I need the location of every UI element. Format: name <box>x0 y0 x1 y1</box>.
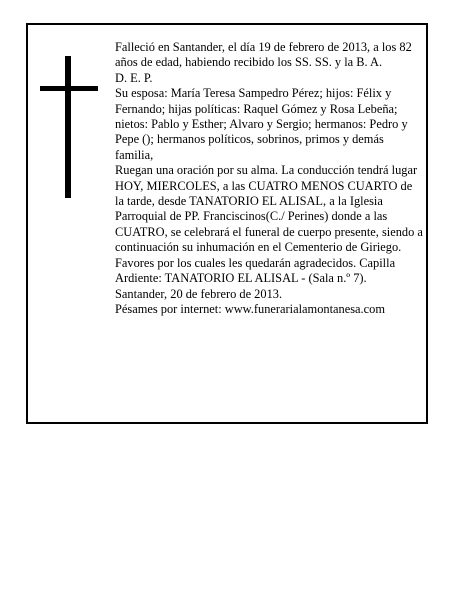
obituary-notice <box>26 23 428 424</box>
cross-vertical-bar <box>65 56 71 198</box>
death-announcement: Falleció en Santander, el día 19 de febrero de 2013, a los 82 años de edad, habiendo recibido los SS. SS. y la B. A. <box>115 40 412 70</box>
cross-icon <box>40 56 98 198</box>
rip-line: D. E. P. <box>115 70 153 85</box>
place-date: Santander, 20 de febrero de 2013. <box>115 286 283 301</box>
obituary-text <box>115 40 423 317</box>
cross-horizontal-bar <box>40 86 98 91</box>
funeral-details: Ruegan una oración por su alma. La conducción tendrá lugar HOY, MIERCOLES, a las CUATRO MENOS CUARTO de la tarde, desde TANATORIO EL ALISAL, a la Iglesia Parroquial de PP. Franciscinos(C./ Perines) donde a las CUATRO, se celebrará el funeral de cuerpo presente, siendo a continuación su inhumación en el Cementerio de Giriego. Favores por los cuales les quedarán agradecidos. Capilla Ardiente: TANATORIO EL ALISAL - (Sala n.º 7). <box>115 163 423 286</box>
family-list: Su esposa: María Teresa Sampedro Pérez; hijos: Félix y Fernando; hijas políticas: Raquel Gómez y Rosa Lebeña; nietos: Pablo y Esther; Alvaro y Sergio; hermanos: Pedro y Pepe (); hermanos políticos, sobrinos, primos y demás familia, <box>115 86 408 162</box>
condolences-line: Pésames por internet: www.funerarialamontanesa.com <box>115 301 385 316</box>
